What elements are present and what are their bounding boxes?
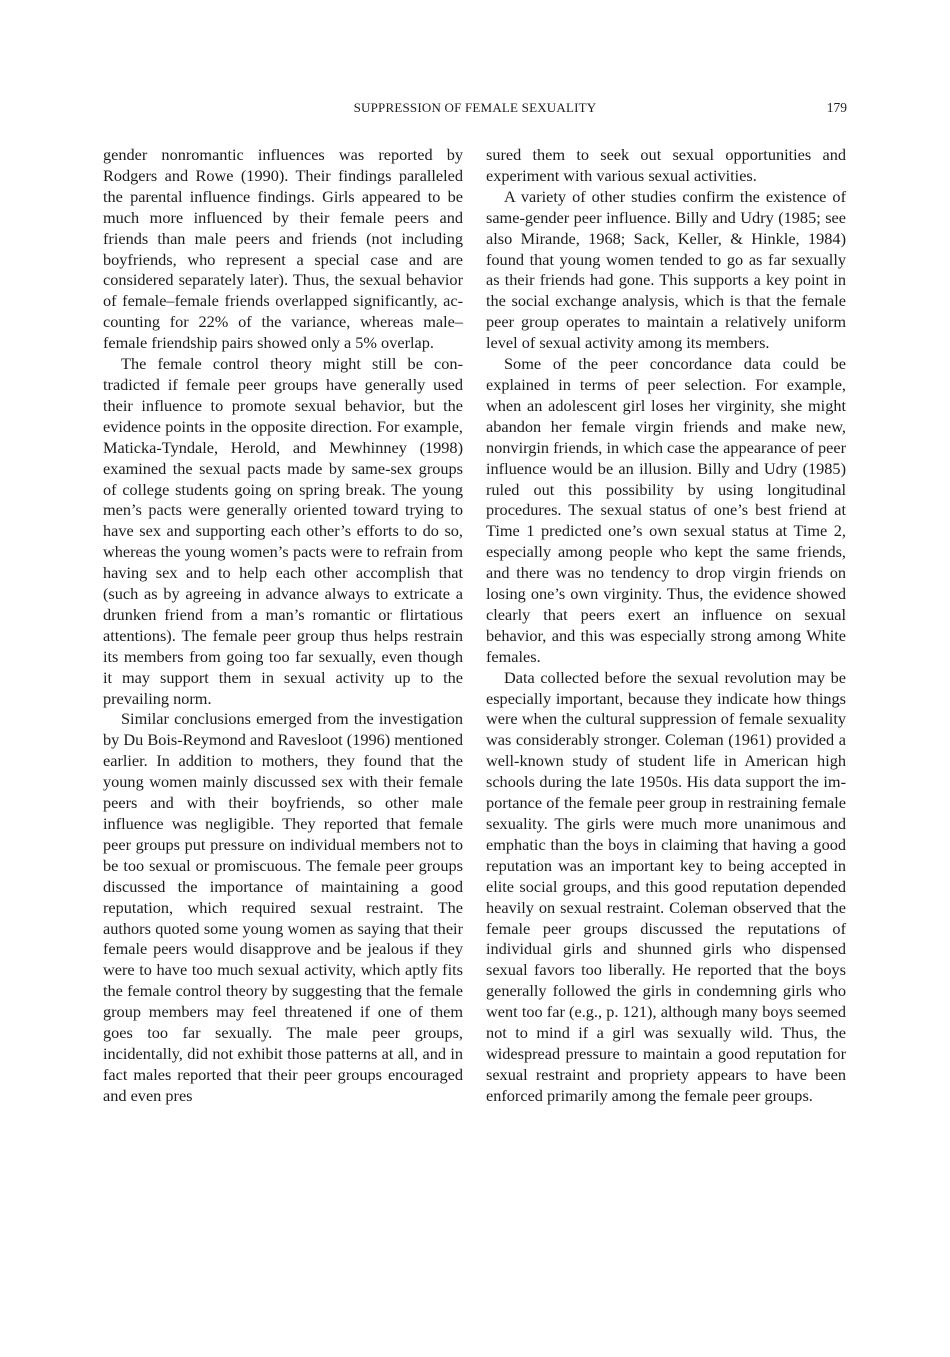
running-head [103, 100, 847, 118]
right-column [486, 145, 846, 1107]
running-title: SUPPRESSION OF FEMALE SEXUALITY [353, 100, 597, 115]
paragraph: gender nonromantic influences was reported by Rodgers and Rowe (1990). Their findings paralleled the parental influence findings. Girls appeared to be much more influenced by their female peers and friends than male peers and friends (not including boyfriends, who represent a special case and are considered separately later). Thus, the sexual behavior of female–female friends overlapped significantly, accounting for 22% of the variance, whereas male–female friendship pairs showed only a 5% overlap. [103, 145, 463, 353]
paragraph: The female control theory might still be contradicted if female peer groups have generally used their influence to promote sexual behavior, but the evidence points in the opposite direction. For example, Maticka-Tyndale, Herold, and Mewhinney (1998) examined the sexual pacts made by same-sex groups of college students going on spring break. The young men’s pacts were generally oriented toward trying to have sex and supporting each other’s efforts to do so, whereas the young women’s pacts were to refrain from having sex and to help each other accomplish that (such as by agreeing in advance always to extricate a drunken friend from a man’s romantic or flirtatious attentions). The female peer group thus helps restrain its members from going too far sexually, even though it may support them in sexual activity up to the prevailing norm. [103, 354, 463, 708]
paragraph: Data collected before the sexual revolution may be especially important, because they indicate how things were when the cultural suppression of female sexuality was considerably stronger. Coleman (1961) provided a well-known study of student life in American high schools during the late 1950s. His data support the importance of the female peer group in restraining female sexuality. The girls were much more unanimous and emphatic than the boys in claiming that having a good reputation was an important key to being accepted in elite social groups, and this good reputation depended heavily on sexual restraint. Coleman observed that the female peer groups discussed the reputations of individual girls and shunned girls who dispensed sexual favors too liberally. He reported that the boys generally followed the girls in condemning girls who went too far (e.g., p. 121), although many boys seemed not to mind if a girl was sexually wild. Thus, the widespread pressure to maintain a good reputation for sexual restraint and propriety appears to have been enforced primarily among the female peer groups. [486, 667, 846, 1105]
paragraph: Similar conclusions emerged from the investigation by Du Bois-Reymond and Ravesloot (1996) mentioned earlier. In addition to mothers, they found that the young women mainly discussed sex with their female peers and with their boyfriends, so other male influence was negligible. They reported that female peer groups put pressure on individual members not to be too sexual or promiscuous. The female peer groups discussed the importance of maintaining a good reputation, which required sexual restraint. The authors quoted some young women as saying that their female peers would disapprove and be jealous if they were to have too much sexual activity, which aptly fits the female control theory by suggesting that the female group members may feel threatened if one of them goes too far sexually. The male peer groups, incidentally, did not exhibit those patterns at all, and in fact males reported that their peer groups encouraged and even pres [103, 709, 463, 1105]
left-column [103, 145, 463, 1107]
paragraph: A variety of other studies confirm the existence of same-gender peer influence. Billy and Udry (1985; see also Mirande, 1968; Sack, Keller, & Hinkle, 1984) found that young women tended to go as far sexually as their friends had gone. This supports a key point in the social exchange analysis, which is that the female peer group operates to maintain a relatively uniform level of sexual activity among its members. [486, 186, 846, 353]
page-number: 179 [826, 100, 847, 115]
paragraph: Some of the peer concordance data could be explained in terms of peer selection. For example, when an adolescent girl loses her virginity, she might abandon her female virgin friends and make new, nonvirgin friends, in which case the appearance of peer influence would be an illusion. Billy and Udry (1985) ruled out this possibility by using longitudinal procedures. The sexual status of one’s best friend at Time 1 predicted one’s own sexual status at Time 2, especially among people who kept the same friends, and there was no tendency to drop virgin friends on losing one’s own virginity. Thus, the evidence showed clearly that peers exert an influence on sexual behavior, and this was especially strong among White females. [486, 354, 846, 666]
paragraph: sured them to seek out sexual opportunities and experiment with various sexual activities. [486, 145, 846, 185]
